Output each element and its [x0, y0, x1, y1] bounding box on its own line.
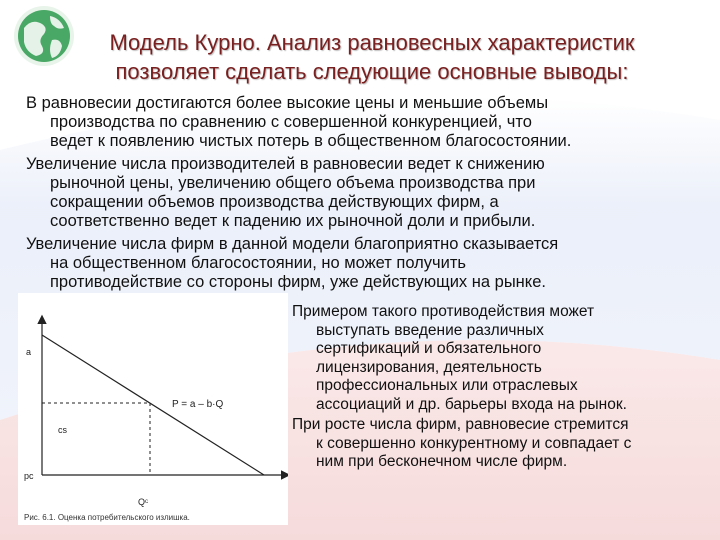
- title-line-1: Модель Курно. Анализ равновесных характеристик: [109, 30, 635, 55]
- conclusion-line: противодействие со стороны фирм, уже действующих на рынке.: [50, 273, 546, 291]
- conclusion-line: В равновесии достигаются более высокие цены и меньшие объемы: [26, 94, 549, 112]
- slide-title: [62, 28, 682, 86]
- conclusion-line: соответственно ведет к падению их рыночной доли и прибыли.: [50, 212, 536, 230]
- diagram-svg: [18, 293, 288, 525]
- right-paragraph-2: [292, 416, 702, 472]
- consumer-surplus-diagram: [18, 293, 288, 525]
- right-line: ним при бесконечном числе фирм.: [316, 453, 568, 470]
- right-line: лицензирования, деятельность: [316, 358, 542, 376]
- axis-label-pc: pc: [24, 471, 34, 481]
- demand-function-label: P = a – b·Q: [172, 399, 224, 410]
- right-line: ассоциаций и др. барьеры входа на рынок.: [316, 395, 627, 413]
- right-line: сертификаций и обязательного: [316, 340, 542, 357]
- right-line: выступать введение различных: [316, 321, 544, 339]
- conclusion-line: ведет к появлению чистых потерь в общественном благосостоянии.: [50, 132, 572, 150]
- right-line: к совершенно конкурентному и совпадает с: [316, 434, 632, 452]
- surplus-label-cs: cs: [58, 425, 67, 435]
- conclusion-item-3: [26, 235, 696, 292]
- right-text-block: [292, 303, 702, 474]
- right-paragraph-1: [292, 303, 702, 414]
- conclusion-item-2: [26, 155, 696, 231]
- conclusion-line: производства по сравнению с совершенной конкуренцией, что: [50, 113, 532, 131]
- right-line: Примером такого противодействия может: [292, 303, 595, 320]
- conclusion-line: на общественном благосостоянии, но может получить: [50, 254, 466, 272]
- conclusion-line: Увеличение числа фирм в данной модели благоприятно сказывается: [26, 235, 559, 253]
- axis-label-a: a: [26, 347, 32, 357]
- conclusion-line: Увеличение числа производителей в равновесии ведет к снижению: [26, 155, 545, 173]
- right-line: При росте числа фирм, равновесие стремится: [292, 416, 629, 433]
- conclusion-line: рыночной цены, увеличению общего объема производства при: [50, 174, 536, 192]
- figure-caption: Рис. 6.1. Оценка потребительского излишка.: [24, 513, 190, 522]
- demand-line: [42, 335, 264, 475]
- conclusions-list: [26, 94, 696, 296]
- conclusion-item-1: [26, 94, 696, 151]
- axis-label-qc: Qᶜ: [138, 497, 149, 507]
- title-line-2: позволяет сделать следующие основные выводы:: [115, 59, 629, 84]
- conclusion-line: сокращении объемов производства действующих фирм, а: [50, 193, 499, 211]
- right-line: профессиональных или отраслевых: [316, 377, 578, 394]
